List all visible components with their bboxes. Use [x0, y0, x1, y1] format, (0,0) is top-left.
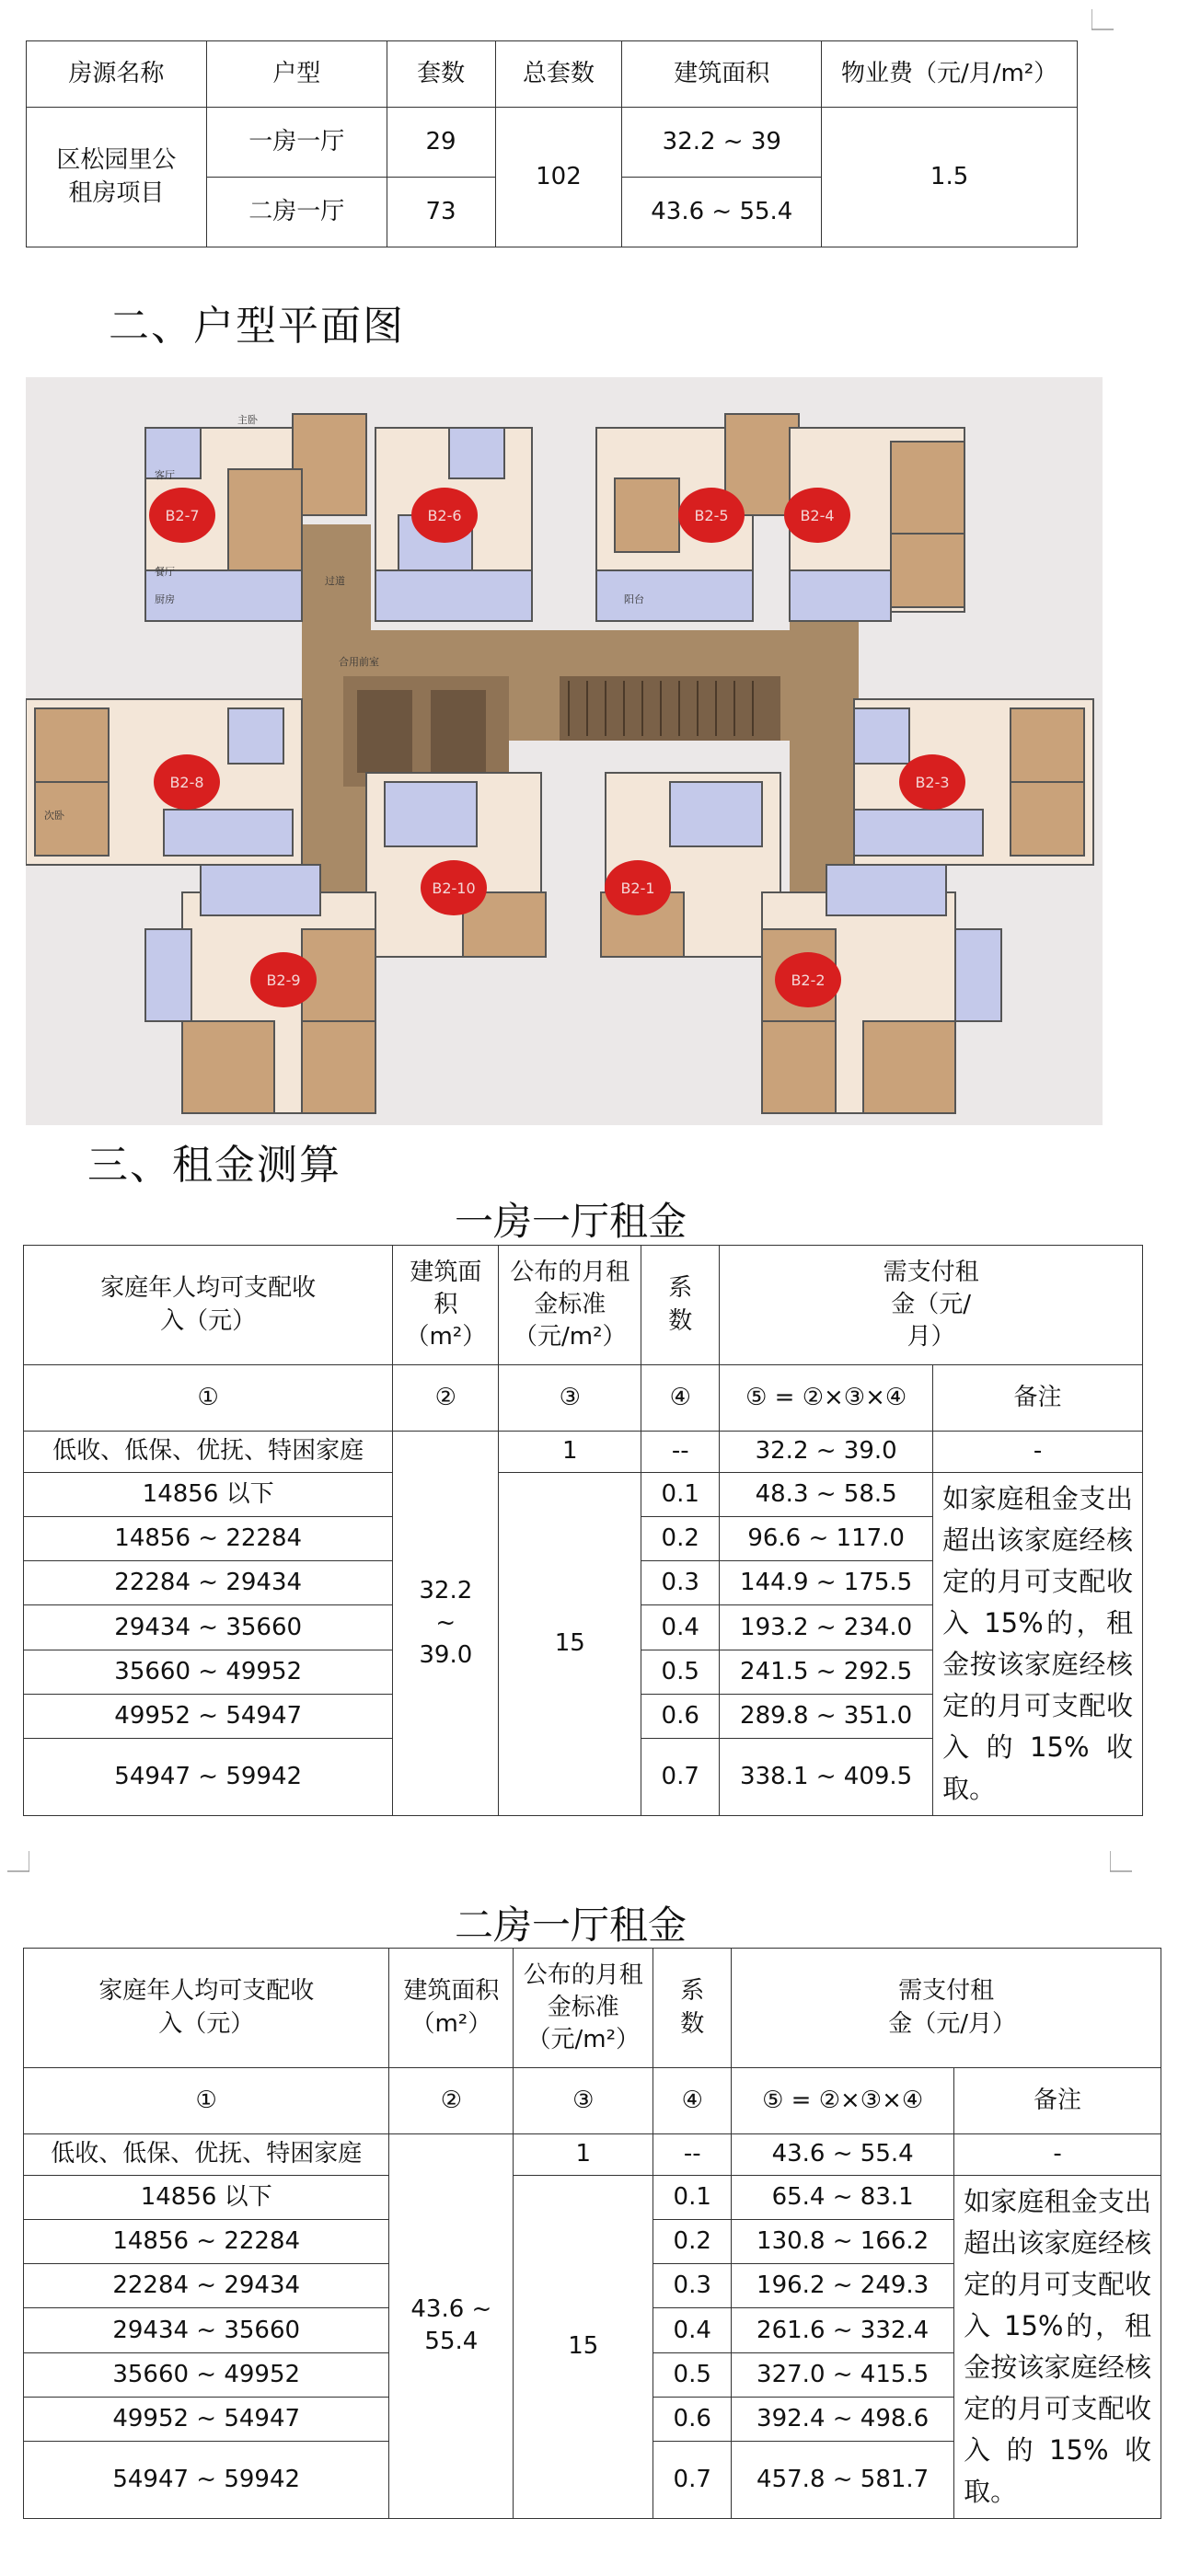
coefficient-cell: 0.3: [641, 1561, 720, 1605]
payable-cell: 327.0 ~ 415.5: [732, 2352, 954, 2397]
area-value: 43.6 ~ 55.4: [389, 2134, 514, 2519]
index-cell: ①: [24, 2068, 389, 2134]
floor-plan-drawing: [26, 377, 1103, 1125]
standard-value: 15: [499, 1473, 641, 1816]
index-cell: 备注: [954, 2068, 1161, 2134]
total-count: 102: [495, 108, 622, 247]
special-household-label: 低收、低保、优抚、特困家庭: [24, 2134, 389, 2176]
header-income: 家庭年人均可支配收入（元）: [24, 1246, 393, 1365]
rent-table-two-bedroom: [23, 1948, 1161, 2519]
index-cell: ⑤ = ②×③×④: [720, 1365, 933, 1432]
index-cell: ③: [499, 1365, 641, 1432]
header-cell: 套数: [387, 41, 495, 108]
coefficient-cell: 0.1: [641, 1473, 720, 1517]
income-cell: 29434 ~ 35660: [24, 1605, 393, 1650]
rent-table-one-bedroom: [23, 1245, 1143, 1816]
unit-label: B2-5: [694, 507, 729, 524]
note-cell: -: [954, 2134, 1161, 2176]
unit-area: 32.2 ~ 39: [622, 108, 822, 178]
index-cell: ③: [514, 2068, 653, 2134]
unit-area: 43.6 ~ 55.4: [622, 178, 822, 247]
index-cell: ①: [24, 1365, 393, 1432]
income-cell: 49952 ~ 54947: [24, 2397, 389, 2441]
crop-mark: [1091, 9, 1114, 31]
income-cell: 54947 ~ 59942: [24, 2441, 389, 2518]
header-area: 建筑面积（m²）: [393, 1246, 499, 1365]
header-cell: 户型: [206, 41, 387, 108]
unit-count: 73: [387, 178, 495, 247]
header-coefficient: 系数: [653, 1949, 732, 2068]
payable-cell: 261.6 ~ 332.4: [732, 2308, 954, 2352]
coefficient-cell: 0.5: [653, 2352, 732, 2397]
unit-label: B2-2: [791, 972, 826, 989]
income-cell: 29434 ~ 35660: [24, 2308, 389, 2352]
income-cell: 54947 ~ 59942: [24, 1738, 393, 1815]
coefficient-cell: 0.5: [641, 1650, 720, 1694]
room-label: 厨房: [155, 593, 175, 605]
special-household-label: 低收、低保、优抚、特困家庭: [24, 1432, 393, 1473]
floor-plan-image: [26, 377, 1103, 1125]
unit-count: 29: [387, 108, 495, 178]
payable-cell: 457.8 ~ 581.7: [732, 2441, 954, 2518]
unit-label: B2-3: [915, 774, 950, 791]
rent-table-title: 二房一厅租金: [454, 1903, 687, 1948]
unit-label: B2-1: [620, 880, 655, 897]
payable-cell: 144.9 ~ 175.5: [720, 1561, 933, 1605]
header-income: 家庭年人均可支配收入（元）: [24, 1949, 389, 2068]
property-fee: 1.5: [822, 108, 1078, 247]
income-cell: 22284 ~ 29434: [24, 1561, 393, 1605]
index-cell: ⑤ = ②×③×④: [732, 2068, 954, 2134]
standard-cell: 1: [499, 1432, 641, 1473]
coefficient-cell: 0.7: [641, 1738, 720, 1815]
room-label: 主卧: [237, 414, 258, 426]
payable-cell: 130.8 ~ 166.2: [732, 2220, 954, 2264]
room-label: 客厅: [155, 469, 175, 481]
room-label: 餐厅: [155, 566, 175, 578]
header-standard: 公布的月租金标准（元/m²）: [514, 1949, 653, 2068]
crop-mark: [7, 1851, 29, 1873]
unit-label: B2-9: [266, 972, 301, 989]
payable-cell: 65.4 ~ 83.1: [732, 2176, 954, 2220]
room-label: 次卧: [44, 810, 64, 822]
payable-cell: 193.2 ~ 234.0: [720, 1605, 933, 1650]
crop-mark: [1110, 1851, 1132, 1873]
income-cell: 35660 ~ 49952: [24, 1650, 393, 1694]
header-cell: 建筑面积: [622, 41, 822, 108]
payable-cell: 96.6 ~ 117.0: [720, 1517, 933, 1561]
room-label: 过道: [325, 575, 345, 587]
income-cell: 14856 以下: [24, 1473, 393, 1517]
coefficient-cell: 0.6: [641, 1694, 720, 1738]
coefficient-cell: 0.1: [653, 2176, 732, 2220]
index-cell: ②: [389, 2068, 514, 2134]
unit-label: B2-10: [432, 880, 476, 897]
coefficient-cell: 0.3: [653, 2264, 732, 2308]
unit-label: B2-7: [165, 507, 200, 524]
payable-cell: 392.4 ~ 498.6: [732, 2397, 954, 2441]
section-heading: 二、户型平面图: [109, 303, 405, 350]
coefficient-cell: 0.4: [653, 2308, 732, 2352]
standard-cell: 1: [514, 2134, 653, 2176]
header-payable-rent: 需支付租金（元/月）: [732, 1949, 1161, 2068]
coefficient-cell: --: [653, 2134, 732, 2176]
project-name: 区松园里公租房项目: [27, 108, 207, 247]
payable-cell: 43.6 ~ 55.4: [732, 2134, 954, 2176]
income-cell: 35660 ~ 49952: [24, 2352, 389, 2397]
coefficient-cell: 0.2: [641, 1517, 720, 1561]
summary-table: [26, 40, 1078, 247]
coefficient-cell: 0.6: [653, 2397, 732, 2441]
header-coefficient: 系数: [641, 1246, 720, 1365]
coefficient-cell: 0.2: [653, 2220, 732, 2264]
unit-label: B2-8: [169, 774, 204, 791]
payable-cell: 196.2 ~ 249.3: [732, 2264, 954, 2308]
income-cell: 14856 ~ 22284: [24, 1517, 393, 1561]
index-cell: ④: [641, 1365, 720, 1432]
income-cell: 22284 ~ 29434: [24, 2264, 389, 2308]
room-label: 阳台: [624, 593, 644, 605]
unit-type: 一房一厅: [206, 108, 387, 178]
section-heading: 三、租金测算: [87, 1142, 341, 1189]
note-cell: -: [933, 1432, 1143, 1473]
unit-type: 二房一厅: [206, 178, 387, 247]
income-cell: 49952 ~ 54947: [24, 1694, 393, 1738]
index-cell: 备注: [933, 1365, 1143, 1432]
payable-cell: 241.5 ~ 292.5: [720, 1650, 933, 1694]
header-payable-rent: 需支付租金（元/月）: [720, 1246, 1143, 1365]
payable-cell: 289.8 ~ 351.0: [720, 1694, 933, 1738]
coefficient-cell: --: [641, 1432, 720, 1473]
payable-cell: 338.1 ~ 409.5: [720, 1738, 933, 1815]
header-cell: 房源名称: [27, 41, 207, 108]
area-value: 32.2 ~ 39.0: [393, 1432, 499, 1816]
standard-value: 15: [514, 2176, 653, 2519]
income-cell: 14856 ~ 22284: [24, 2220, 389, 2264]
rent-table-title: 一房一厅租金: [454, 1199, 687, 1244]
room-label: 合用前室: [339, 656, 379, 668]
payable-cell: 32.2 ~ 39.0: [720, 1432, 933, 1473]
unit-label: B2-6: [427, 507, 462, 524]
header-cell: 物业费（元/月/m²）: [822, 41, 1078, 108]
coefficient-cell: 0.4: [641, 1605, 720, 1650]
index-cell: ②: [393, 1365, 499, 1432]
rent-cap-note: 如家庭租金支出超出该家庭经核定的月可支配收入 15%的，租金按该家庭经核定的月可支配收入的15%收取。: [933, 1473, 1143, 1816]
rent-cap-note: 如家庭租金支出超出该家庭经核定的月可支配收入 15%的，租金按该家庭经核定的月可支配收入的15%收取。: [954, 2176, 1161, 2519]
coefficient-cell: 0.7: [653, 2441, 732, 2518]
header-area: 建筑面积（m²）: [389, 1949, 514, 2068]
header-standard: 公布的月租金标准（元/m²）: [499, 1246, 641, 1365]
header-cell: 总套数: [495, 41, 622, 108]
payable-cell: 48.3 ~ 58.5: [720, 1473, 933, 1517]
index-cell: ④: [653, 2068, 732, 2134]
income-cell: 14856 以下: [24, 2176, 389, 2220]
unit-label: B2-4: [800, 507, 835, 524]
